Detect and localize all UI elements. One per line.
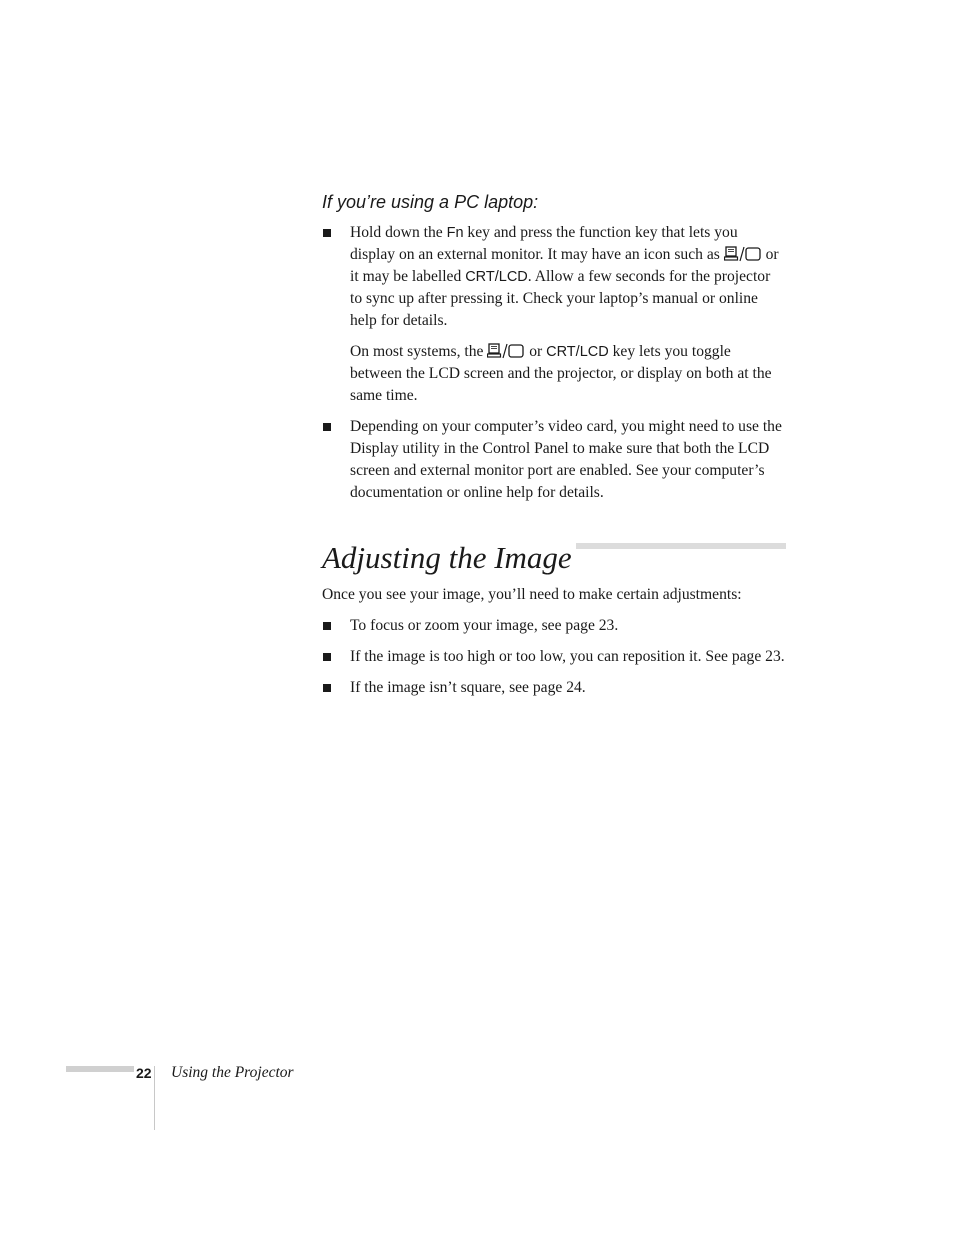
- chapter-title: Using the Projector: [171, 1064, 294, 1081]
- list-item: If the image isn’t square, see page 24.: [322, 677, 786, 699]
- subheading-pc-laptop: If you’re using a PC laptop:: [322, 192, 539, 212]
- crt-lcd-key-label: CRT/LCD: [546, 344, 609, 360]
- bullet-square: [323, 684, 331, 692]
- laptop-monitor-toggle-icon: [487, 343, 525, 359]
- footer-divider: [154, 1066, 155, 1130]
- page-number: 22: [136, 1065, 152, 1081]
- bullet-square: [323, 653, 331, 661]
- bullet-square: [323, 229, 331, 237]
- bullet-square: [323, 622, 331, 630]
- laptop-monitor-toggle-icon: [724, 246, 762, 262]
- bullet-square: [323, 423, 331, 431]
- list-item: Depending on your computer’s video card, you might need to use the Display utility in the Control Panel to make sure that both the LCD screen and external monitor port are enabled. See your computer’s documentation or online help for details.: [322, 416, 786, 504]
- page-content: [322, 190, 786, 708]
- list-item: If the image is too high or too low, you can reposition it. See page 23.: [322, 646, 786, 668]
- list-item: To focus or zoom your image, see page 23.: [322, 615, 786, 637]
- intro-paragraph: Once you see your image, you’ll need to make certain adjustments:: [322, 586, 742, 603]
- section-heading-block: [322, 540, 786, 580]
- list-item: Hold down the Fn key and press the function key that lets you display on an external monitor. It may have an icon such as or it may be labelled CRT/LCD. Allow a few seconds for the projector to sync up after pressing it. Check your laptop’s manual or online help for details.: [322, 222, 786, 332]
- crt-lcd-key-label: CRT/LCD: [465, 269, 528, 285]
- note-paragraph: On most systems, the or CRT/LCD key lets you toggle between the LCD screen and the projector, or display on both at the same time.: [350, 343, 772, 404]
- fn-key-label: Fn: [446, 225, 464, 241]
- section-heading: Adjusting the Image: [322, 538, 576, 578]
